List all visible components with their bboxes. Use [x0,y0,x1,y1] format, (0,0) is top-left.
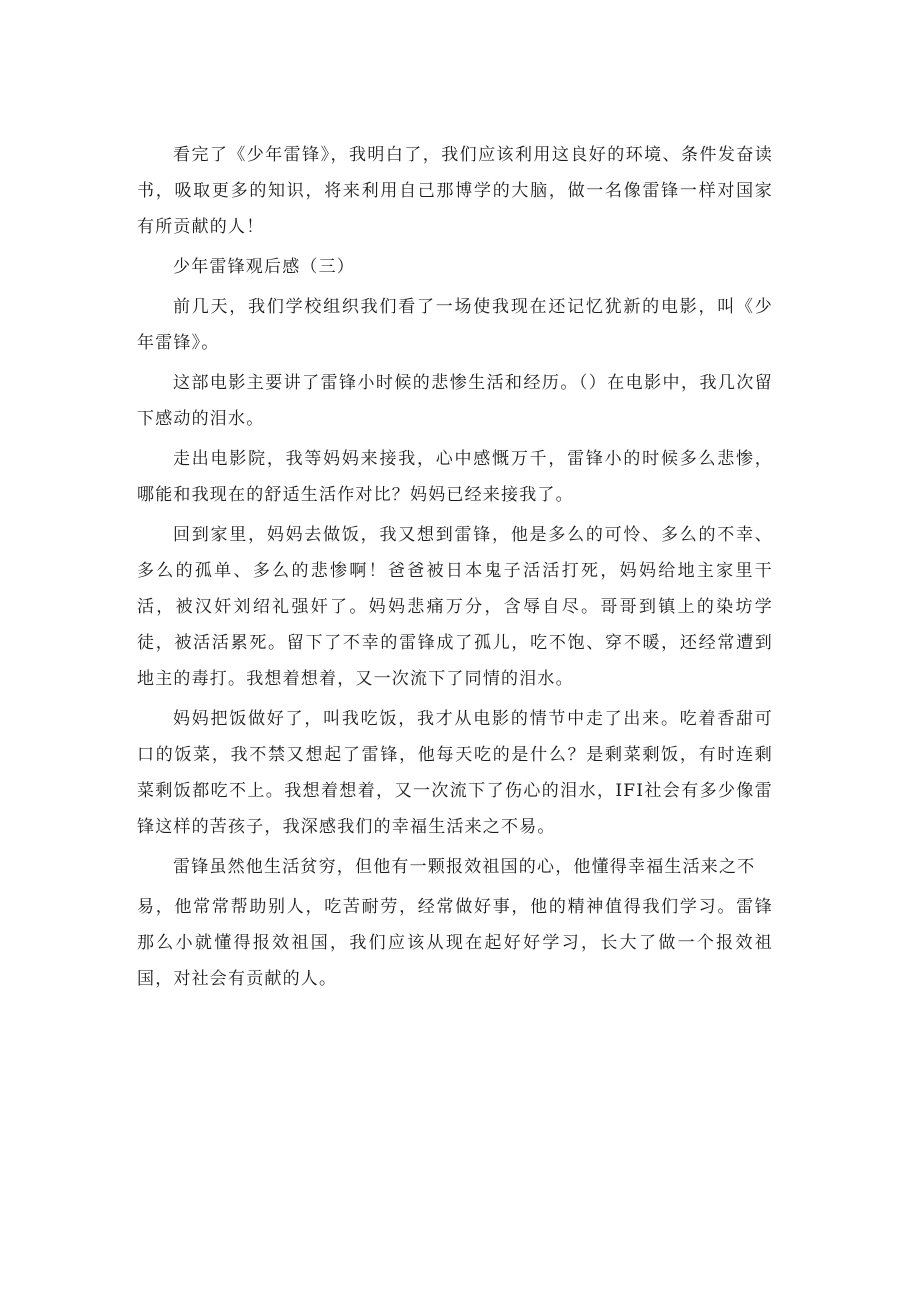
section-heading: 少年雷锋观后感（三） [173,257,355,277]
paragraph-8-continued: 易，他常常帮助别人，吃苦耐劳，经常做好事，他的精神值得我们学习。雷锋那么小就懂得报效祖国，我们应该从现在起好好学习，长大了做一个报效祖国，对社会有贡献的人。 [137,897,773,989]
paragraph-1: 看完了《少年雷锋》，我明白了，我们应该利用这良好的环境、条件发奋读书，吸取更多的知识，将来利用自己那博学的大脑，做一名像雷锋一样对国家有所贡献的人！ [137,145,773,237]
paragraph-6: 回到家里，妈妈去做饭，我又想到雷锋，他是多么的可怜、多么的不幸、多么的孤单、多么的悲惨啊！爸爸被日本鬼子活活打死，妈妈给地主家里干活，被汉奸刘绍礼强奸了。妈妈悲痛万分，含辱自尽。哥哥到镇上的染坊学徒，被活活累死。留下了不幸的雷锋成了孤儿，吃不饱、穿不暖，还经常遭到地主的毒打。我想着想着，又一次流下了同情的泪水。 [137,525,773,689]
paragraph-7: 妈妈把饭做好了，叫我吃饭，我才从电影的情节中走了出来。吃着香甜可口的饭菜，我不禁又想起了雷锋，他每天吃的是什么？是剩菜剩饭，有时连剩菜剩饭都吃不上。我想着想着，又一次流下了伤心的泪水，IFI社会有多少像雷锋这样的苦孩子，我深感我们的幸福生活来之不易。 [137,709,773,837]
paragraph-5: 走出电影院，我等妈妈来接我，心中感慨万千，雷锋小的时候多么悲惨，哪能和我现在的舒适生活作对比？妈妈已经来接我了。 [137,449,773,505]
document-body [137,137,773,1001]
paragraph-3: 前几天，我们学校组织我们看了一场使我现在还记忆犹新的电影，叫《少年雷锋》。 [137,297,773,353]
paragraph-8-start: 雷锋虽然他生活贫穷，但他有一颗报效祖国的心，他懂得幸福生活来之不 [173,857,756,877]
paragraph-4: 这部电影主要讲了雷锋小时候的悲惨生活和经历。（）在电影中，我几次留下感动的泪水。 [137,373,773,429]
